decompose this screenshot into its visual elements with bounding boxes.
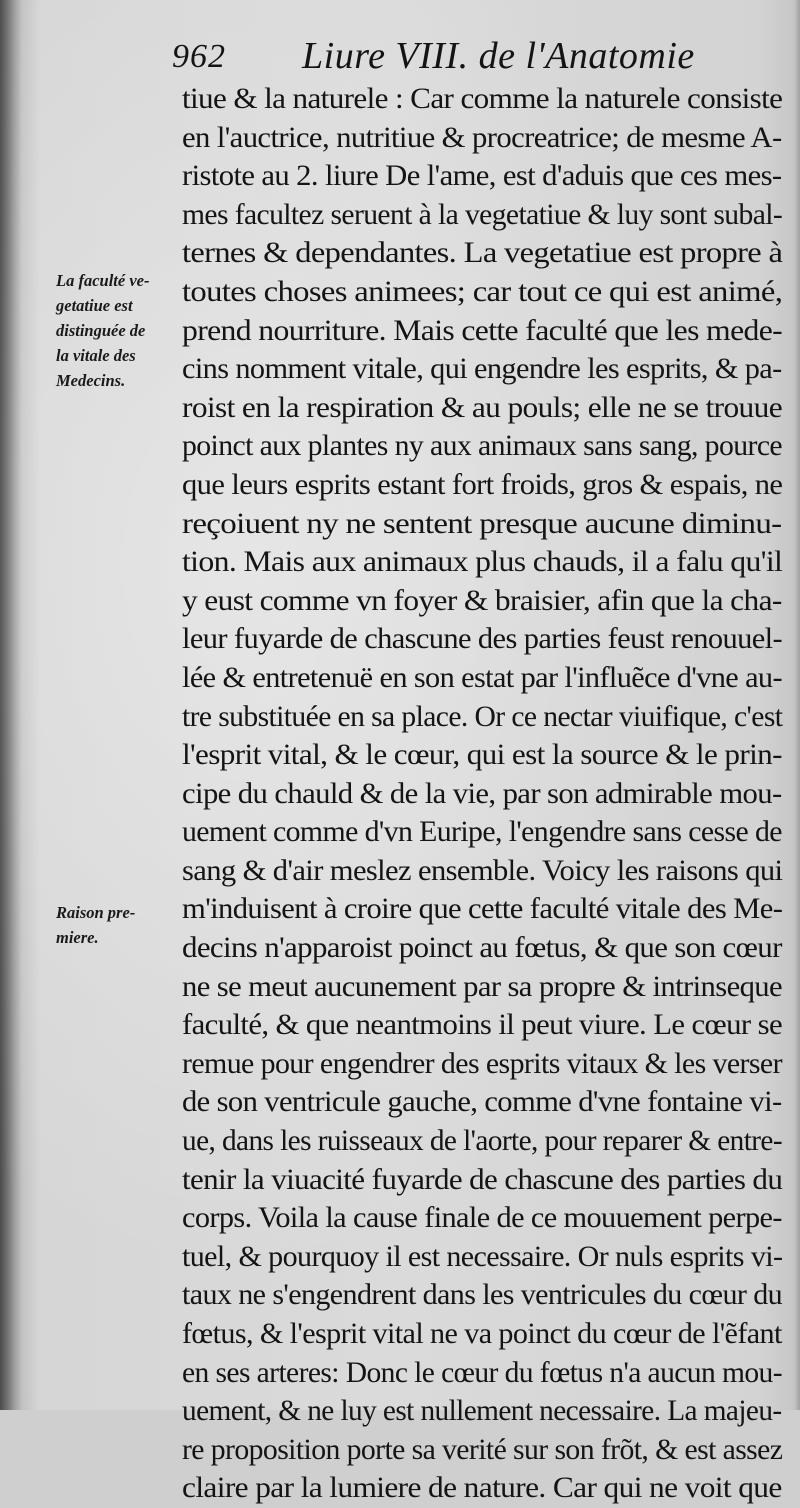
text-line: prend nourriture. Mais cette faculté que les mede- xyxy=(182,313,783,347)
text-line: uement comme d'vn Euripe, l'engendre sans cesse de xyxy=(182,815,782,849)
margin-note-line: Raison pre- xyxy=(56,903,136,922)
text-line: lée & entretenuë en son estat par l'influẽce d'vne au- xyxy=(182,660,782,694)
text-line: mes facultez seruent à la vegetatiue & luy sont subal- xyxy=(182,197,783,231)
margin-note-line: getatiue est xyxy=(56,296,133,315)
page-number: 962 xyxy=(172,38,226,75)
text-line: en ses arteres: Donc le cœur du fœtus n'a aucun mou- xyxy=(182,1355,782,1389)
running-head xyxy=(172,28,772,84)
text-line: fœtus, & l'esprit vital ne va poinct du cœur de l'ẽfant xyxy=(182,1317,782,1350)
margin-note-vegetative-faculty xyxy=(56,268,178,393)
text-line: tion. Mais aux animaux plus chauds, il a falu qu'il xyxy=(182,545,783,579)
text-line: tre substituée en sa place. Or ce nectar viuifique, c'est xyxy=(182,699,783,733)
text-line: tuel, & pourquoy il est necessaire. Or nuls esprits vi- xyxy=(182,1239,783,1273)
text-line: corps. Voila la cause finale de ce mouuement perpe- xyxy=(182,1201,782,1235)
text-line: que leurs esprits estant fort froids, gros & espais, ne xyxy=(182,467,783,501)
text-line: decins n'apparoist poinct au fœtus, & que son cœur xyxy=(182,931,782,965)
text-line: m'induisent à croire que cette faculté vitale des Me- xyxy=(182,892,783,926)
text-line: sang & d'air meslez ensemble. Voicy les raisons qui xyxy=(182,853,783,887)
text-line: de son ventricule gauche, comme d'vne fontaine vi- xyxy=(182,1085,782,1119)
text-line: ne se meut aucunement par sa propre & intrinseque xyxy=(182,969,783,1003)
text-line: leur fuyarde de chascune des parties feust renouuel- xyxy=(182,622,783,656)
margin-note-line: Medecins. xyxy=(56,371,126,390)
text-line: roist en la respiration & au pouls; elle ne se trouue xyxy=(182,390,783,424)
text-line: claire par la lumiere de nature. Car qui ne voit que xyxy=(182,1471,782,1505)
gutter-shadow xyxy=(0,0,22,1410)
text-line: ue, dans les ruisseaux de l'aorte, pour reparer & entre- xyxy=(182,1124,783,1158)
text-line: y eust comme vn foyer & braisier, afin que la cha- xyxy=(182,583,782,617)
text-line: reçoiuent ny ne sentent presque aucune diminu- xyxy=(182,506,782,540)
text-line: en l'auctrice, nutritiue & procreatrice; de mesme A- xyxy=(182,120,782,154)
text-line: tenir la viuacité fuyarde de chascune des parties du xyxy=(182,1162,783,1196)
running-title: Liure VIII. de l'Anatomie xyxy=(302,35,695,77)
margin-note-line: miere. xyxy=(56,928,99,947)
text-line: ristote au 2. liure De l'ame, est d'aduis que ces mes- xyxy=(182,159,782,193)
text-line: poinct aux plantes ny aux animaux sans sang, pource xyxy=(182,429,783,463)
margin-note-line: distinguée de xyxy=(56,321,146,340)
margin-note-line: La faculté ve- xyxy=(56,271,150,290)
text-line: toutes choses animees; car tout ce qui est animé, xyxy=(182,274,783,308)
margin-note-first-reason xyxy=(56,900,178,950)
text-line: cins nomment vitale, qui engendre les esprits, & pa- xyxy=(182,352,782,386)
text-line: l'esprit vital, & le cœur, qui est la source & le prin- xyxy=(182,738,782,772)
margin-note-line: la vitale des xyxy=(56,346,136,365)
body-text xyxy=(182,80,783,1508)
text-line: remue pour engendrer des esprits vitaux & les verser xyxy=(182,1046,782,1080)
text-line: cipe du chauld & de la vie, par son admirable mou- xyxy=(182,776,782,810)
text-line: re proposition porte sa verité sur son frõt, & est assez xyxy=(182,1432,783,1466)
text-line: taux ne s'engendrent dans les ventricules du cœur du xyxy=(182,1278,783,1312)
page-edge-shadow xyxy=(794,0,800,1410)
text-line: ternes & dependantes. La vegetatiue est propre à xyxy=(182,236,783,270)
text-line: tiue & la naturele : Car comme la naturele consiste xyxy=(182,82,783,115)
text-line: uement, & ne luy est nullement necessaire. La majeu- xyxy=(182,1394,782,1428)
text-line: faculté, & que neantmoins il peut viure. Le cœur se xyxy=(182,1008,783,1042)
